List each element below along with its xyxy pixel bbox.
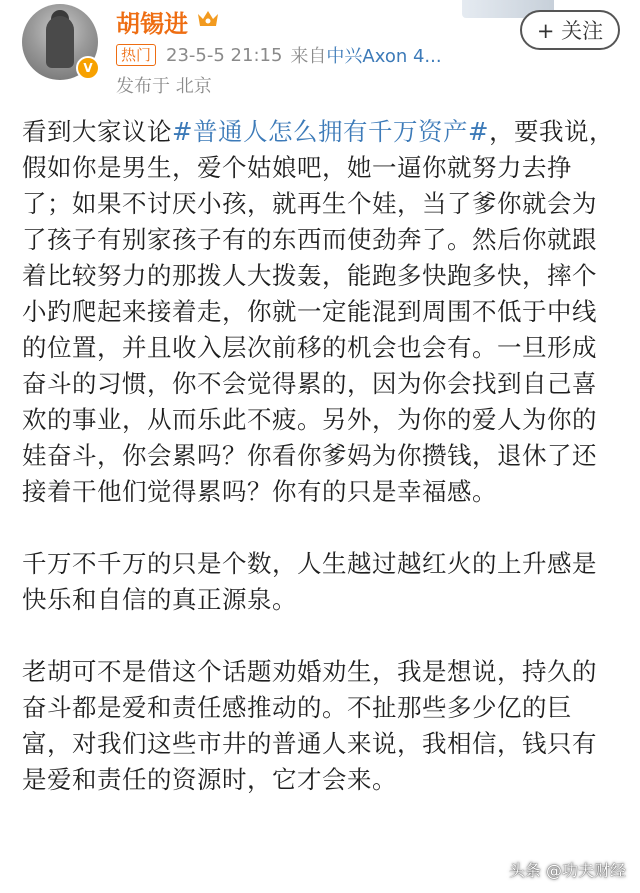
post-location: 发布于 北京 [116, 76, 212, 97]
verified-badge-icon: V [76, 56, 100, 80]
toutiao-watermark: 头条 @功夫财经 [508, 861, 626, 880]
post-meta-row [116, 42, 442, 68]
content-paragraph-2: 千万不千万的只是个数，人生越过越红火的上升感是快乐和自信的真正源泉。 [22, 549, 597, 614]
follow-button[interactable]: + 关注 [520, 10, 620, 50]
source-device-link[interactable]: 中兴Axon 4... [326, 46, 442, 67]
content-paragraph-1 [22, 114, 618, 510]
hashtag-link[interactable]: #普通人怎么拥有千万资产# [172, 117, 490, 146]
hot-tag-badge[interactable]: 热门 [116, 44, 156, 66]
avatar-figure-body [46, 16, 74, 68]
content-paragraph-3: 老胡可不是借这个话题劝婚劝生，我是想说，持久的奋斗都是爱和责任感推动的。不扯那些多少亿的巨富，对我们这些市井的普通人来说，我相信，钱只有是爱和责任的资源时，它才会来。 [22, 657, 597, 794]
post-header [0, 0, 640, 100]
source-prefix: 来自 [290, 46, 327, 67]
paragraph-1-lead: 看到大家议论 [22, 117, 172, 146]
post-content [22, 114, 618, 834]
paragraph-1-body: ，要我说，假如你是男生，爱个姑娘吧，她一逼你就努力去挣了；如果不讨厌小孩，就再生个娃，当了爹你就会为了孩子有别家孩子有的东西而使劲奔了。然后你就跟着比较努力的那拨人大拨轰，能跑多快跑多快，摔个小趵爬起来接着走，你就一定能混到周围不低于中线的位置，并且收入层次前移的机会也会有。一旦形成奋斗的习惯，你不会觉得累的，因为你会找到自己喜欢的事业，从而乐此不疲。另外，为你的爱人为你的娃奋斗，你会累吗？你看你爹妈为你攒钱，退休了还接着干他们觉得累吗？你有的只是幸福感。 [22, 117, 615, 506]
author-name[interactable]: 胡锡进 [116, 10, 188, 38]
post-datetime: 23-5-5 21:15 [166, 44, 283, 66]
vip-crown-icon [196, 8, 220, 30]
